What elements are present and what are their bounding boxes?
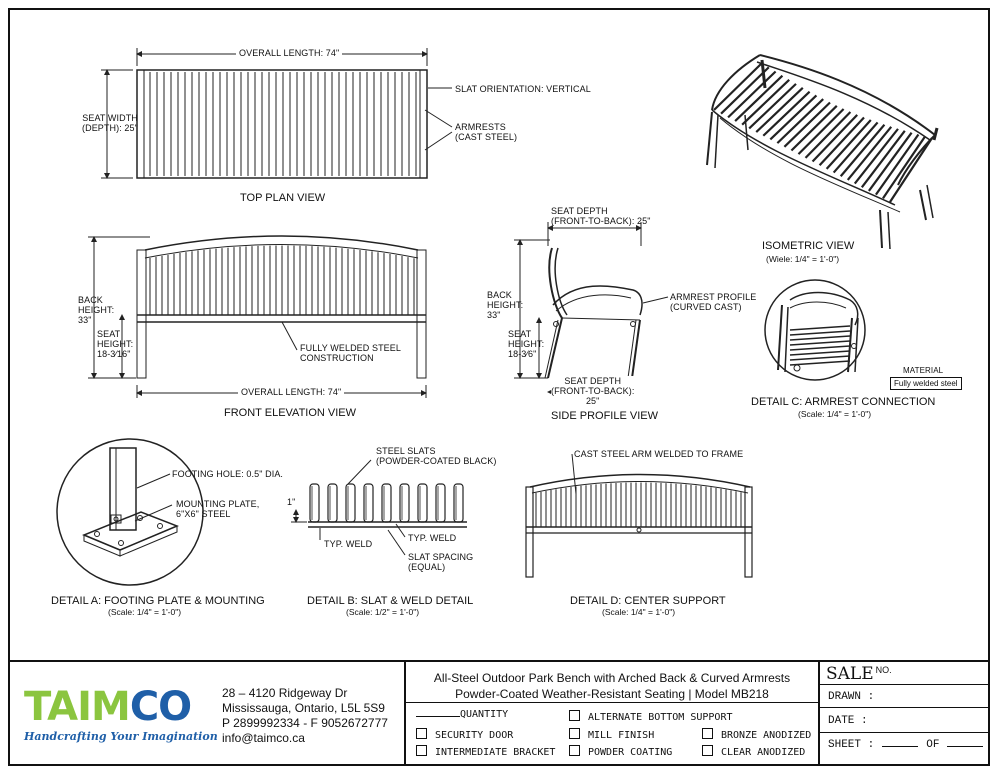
side-back-height-label: BACK HEIGHT: 33" [487,290,524,320]
company-logo: TAIMCO [24,684,192,730]
top-seat-width-label: SEAT WIDTH (DEPTH): 25" [82,113,138,133]
armrests-label: ARMRESTS (CAST STEEL) [455,122,518,142]
detail-c-slat [790,356,850,360]
iso-slat [883,136,925,198]
iso-slat [876,134,918,194]
detail-d-title: DETAIL D: CENTER SUPPORT [570,595,726,607]
detail-c-scale: (Scale: 1/4" = 1'-0") [798,409,872,419]
detail-b-slat [400,484,409,522]
checkbox-icon[interactable] [569,728,580,739]
detail-b-slat [310,484,319,522]
option-mill-finish[interactable]: MILL FINISH [569,728,654,741]
checkbox-icon[interactable] [416,745,427,756]
top-plan-title: TOP PLAN VIEW [240,192,326,204]
detail-b-title: DETAIL B: SLAT & WELD DETAIL [307,595,474,607]
slat-orientation-label: SLAT ORIENTATION: VERTICAL [455,84,591,94]
detail-c-slat [790,326,850,330]
typ-weld-left: TYP. WELD [324,539,373,549]
detail-c-slat [790,331,850,335]
armrest-profile-label: ARMREST PROFILE (CURVED CAST) [670,292,757,312]
detail-b-scale: (Scale: 1/2" = 1'-0") [346,607,420,617]
detail-a-title: DETAIL A: FOOTING PLATE & MOUNTING [51,595,265,607]
slat-spacing-label: SLAT SPACING (EQUAL) [408,552,474,572]
isometric-scale: (Wiele: 1/4" = 1'-0") [766,254,840,264]
detail-c-armrest [765,280,865,380]
side-seat-height-label: SEAT HEIGHT: 18-3⁄6" [508,329,545,359]
iso-slat [862,131,905,187]
iso-slat [834,122,878,172]
iso-slat [848,127,891,180]
iso-slat [841,125,885,177]
option-clear-anodized[interactable]: CLEAR ANODIZED [702,745,805,758]
checkbox-icon[interactable] [416,728,427,739]
detail-b-slat [418,484,427,522]
option-security-door[interactable]: SECURITY DOOR [416,728,513,741]
product-title: All-Steel Outdoor Park Bench with Arched Back & Curved Armrests Powder-Coated Weather-Resistant Seating | Model MB218 [433,671,791,701]
material-value: Fully welded steel [890,377,962,390]
cast-steel-arm-label: CAST STEEL ARM WELDED TO FRAME [574,449,744,459]
steel-slats-label: STEEL SLATS (POWDER-COATED BLACK) [376,446,497,466]
drawn-field[interactable]: DRAWN : [828,691,875,703]
top-overall-length: OVERALL LENGTH: 74" [236,48,342,58]
detail-c-slat [790,351,850,355]
isometric-view [707,55,937,249]
slat-height-dim: 1" [287,497,296,507]
checkbox-icon[interactable] [702,728,713,739]
detail-b-slat [364,484,373,522]
iso-slat [890,138,932,202]
sale-label: SALE $^{NO.}$ [826,664,892,684]
side-seat-depth-top: SEAT DEPTH (FRONT-TO-BACK): 25" [551,206,651,226]
quantity-field[interactable]: QUANTITY [416,709,508,720]
fully-welded-label: FULLY WELDED STEEL CONSTRUCTION [300,343,401,363]
option-powder-coating[interactable]: POWDER COATING [569,745,672,758]
side-seat-depth-bottom: SEAT DEPTH (FRONT-TO-BACK): 25" [551,376,635,406]
company-cell [8,662,406,766]
company-tagline: Handcrafting Your Imagination [24,730,218,743]
date-field[interactable]: DATE : [828,715,868,727]
detail-c-slat [790,346,850,350]
sheet-field[interactable]: SHEET : OF [828,739,983,751]
detail-d-scale: (Scale: 1/4" = 1'-0") [602,607,676,617]
front-back-height-label: BACK HEIGHT: 33" [78,295,115,325]
detail-c-slat [790,336,850,340]
side-profile-title: SIDE PROFILE VIEW [551,410,658,422]
detail-b-slat [346,484,355,522]
typ-weld-right: TYP. WELD [408,533,457,543]
front-elevation-view [88,236,426,398]
checkbox-icon[interactable] [569,745,580,756]
detail-b-slat [454,484,463,522]
front-seat-height-label: SEAT HEIGHT: 18-3⁄16" [97,329,134,359]
checkbox-icon[interactable] [569,710,580,721]
detail-b-slat [328,484,337,522]
front-elevation-title: FRONT ELEVATION VIEW [224,407,357,419]
detail-c-slat [790,341,850,345]
checkbox-icon[interactable] [702,745,713,756]
top-plan-view [101,48,452,178]
title-block [8,660,990,768]
detail-c-slat [790,361,850,365]
detail-b-slat [436,484,445,522]
isometric-title: ISOMETRIC VIEW [762,240,855,252]
material-label: MATERIAL [903,366,944,375]
detail-d-center-support [526,454,752,577]
mounting-plate-label: MOUNTING PLATE, 6"X6" STEEL [176,499,260,519]
front-overall-length: OVERALL LENGTH: 74" [238,387,344,397]
company-address: 28 – 4120 Ridgeway Dr Mississauga, Ontario, L5L 5S9 P 2899992334 - F 9052672777 info@taimco.ca [222,686,388,745]
option-intermediate-bracket[interactable]: INTERMEDIATE BRACKET [416,745,555,758]
iso-slat [869,133,912,191]
detail-a-scale: (Scale: 1/4" = 1'-0") [108,607,182,617]
option-bronze-anodized[interactable]: BRONZE ANODIZED [702,728,811,741]
footing-hole-label: FOOTING HOLE: 0.5" DIA. [172,469,284,479]
option-alternate-bottom-support[interactable]: ALTERNATE BOTTOM SUPPORT [569,710,733,723]
sale-cell [820,662,990,766]
detail-b-slat [382,484,391,522]
iso-slat [855,129,898,184]
product-cell [406,662,820,766]
detail-c-title: DETAIL C: ARMREST CONNECTION [751,396,936,408]
product-divider [406,702,818,703]
side-profile-view [514,222,668,392]
